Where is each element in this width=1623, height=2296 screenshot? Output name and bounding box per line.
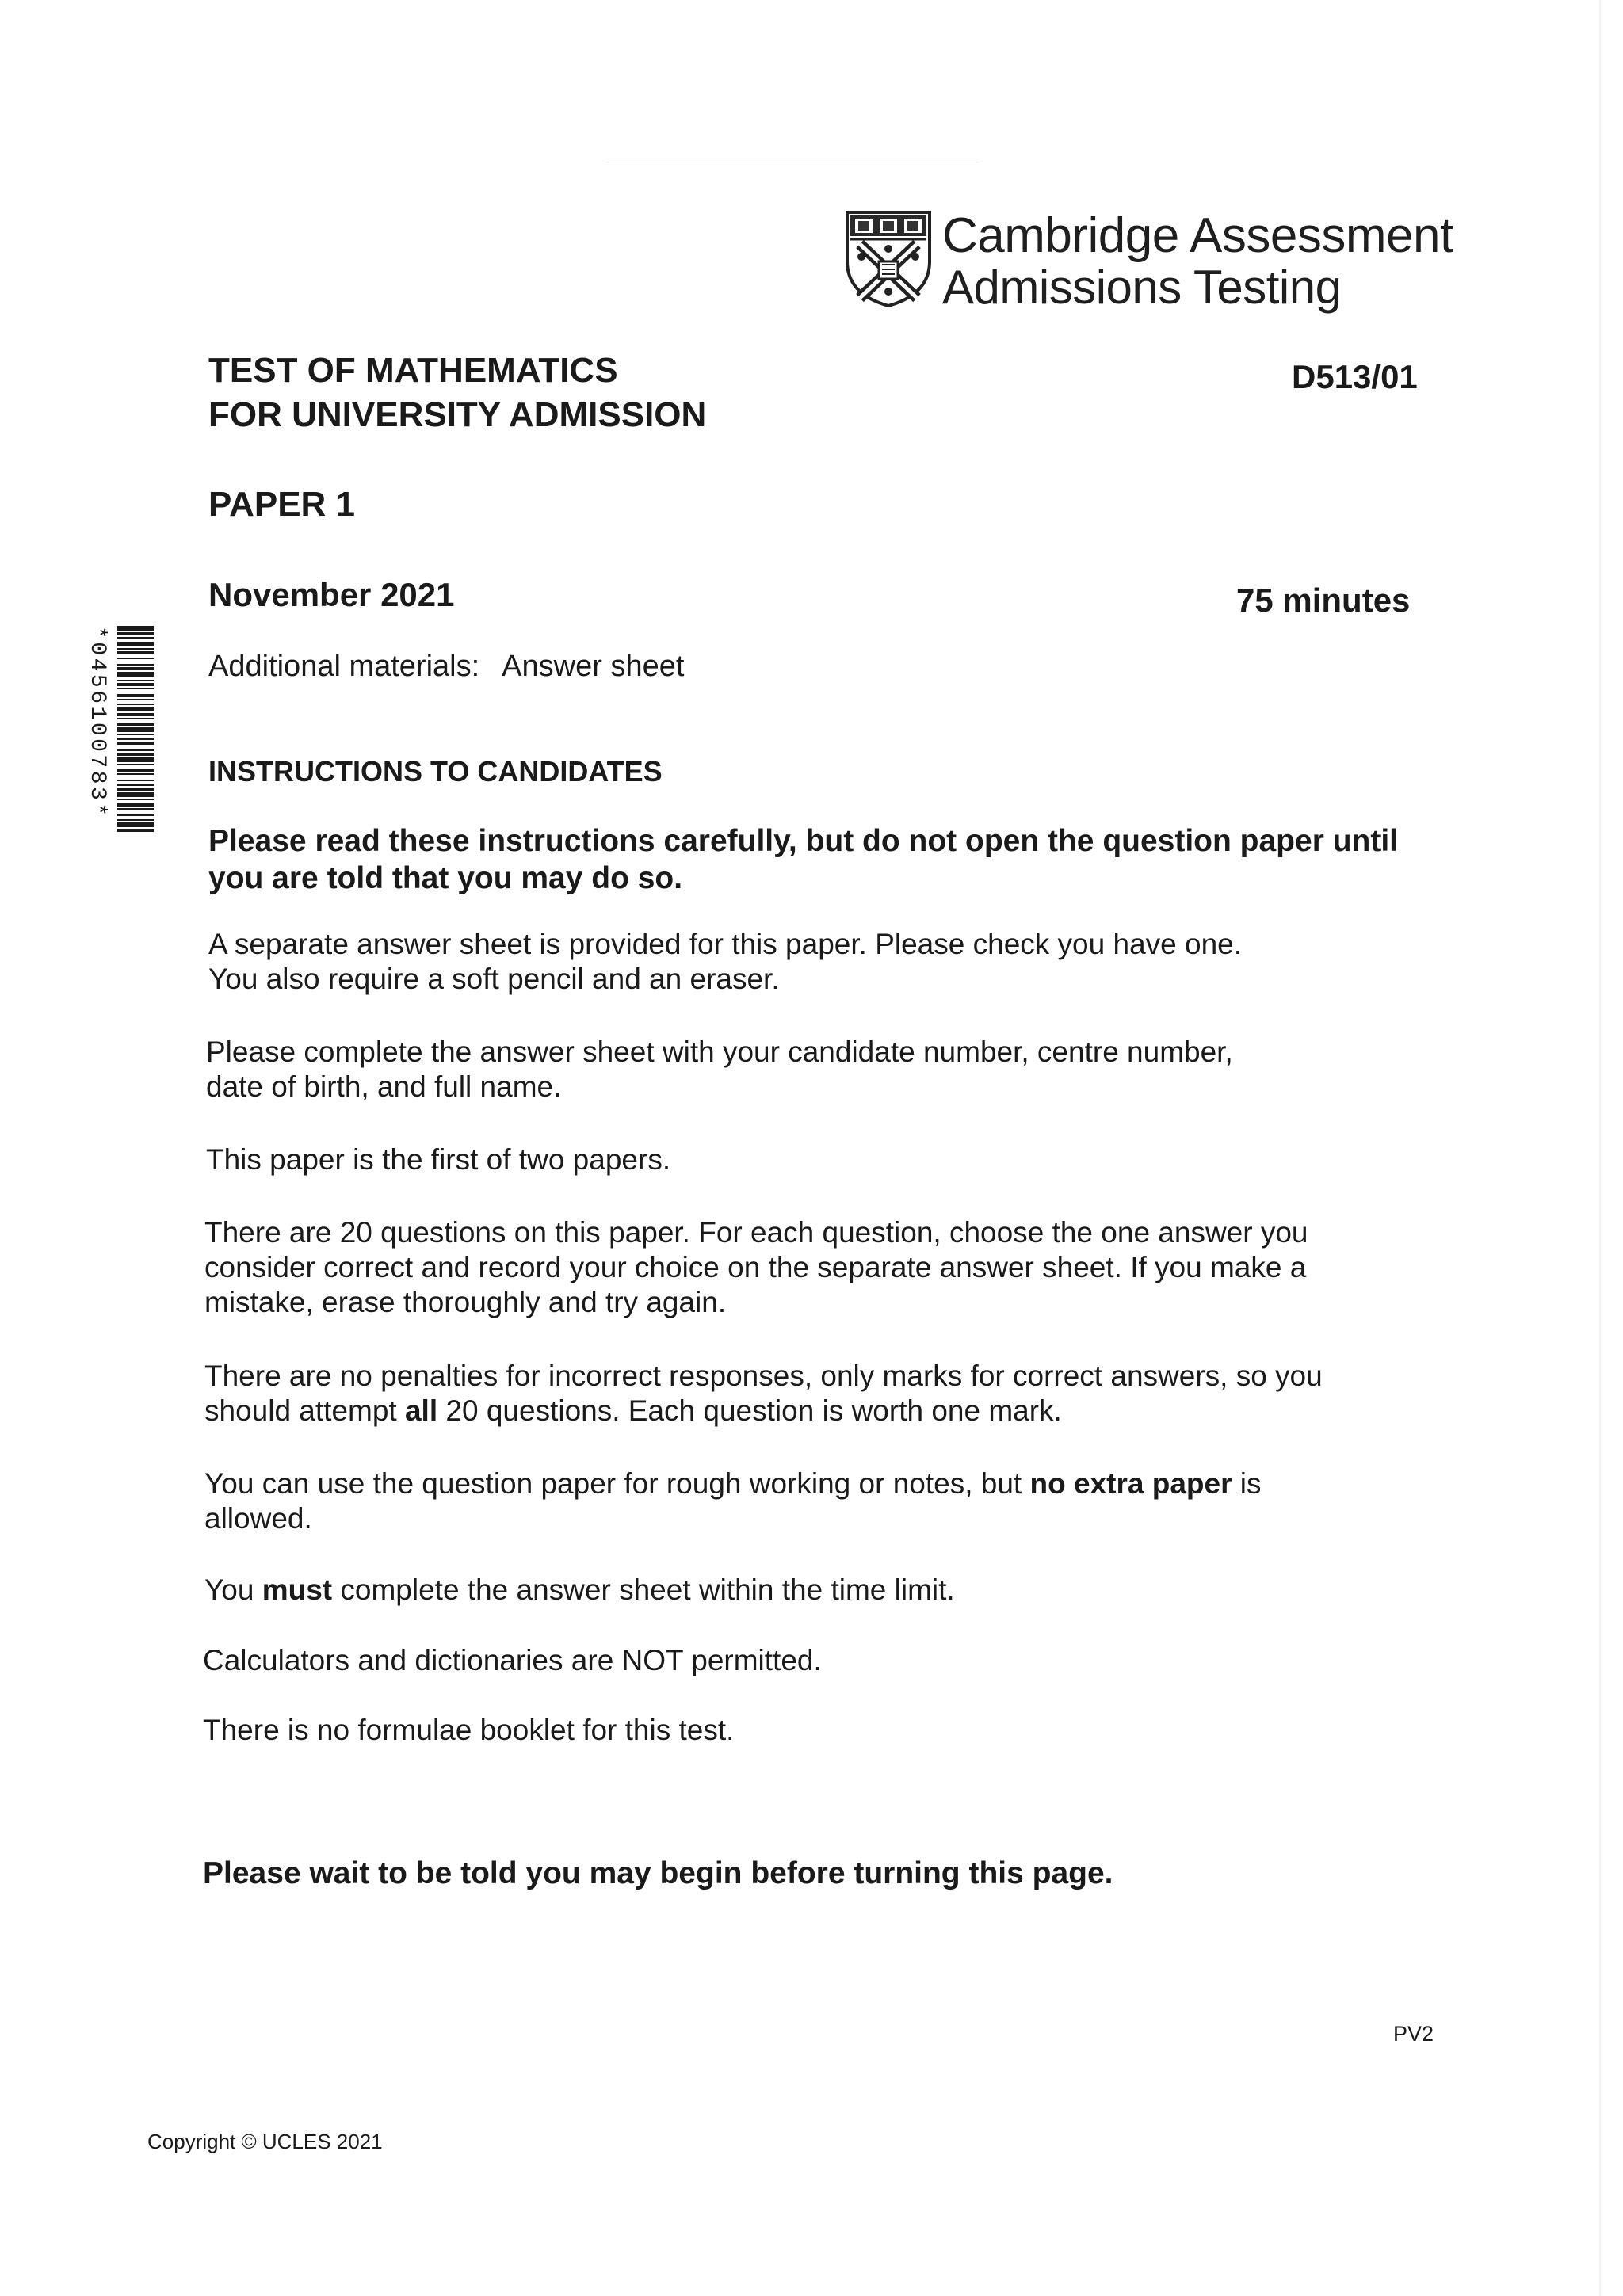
- additional-materials: [208, 650, 684, 684]
- instruction-complete-details: Please complete the answer sheet with your candidate number, centre number, date of birth, and full name.: [206, 1035, 1233, 1103]
- instruction-formulae: There is no formulae booklet for this test.: [203, 1714, 735, 1746]
- materials-value: Answer sheet: [502, 650, 685, 683]
- time-limit-text-c: complete the answer sheet within the time limit.: [332, 1573, 955, 1606]
- test-title-line2: FOR UNIVERSITY ADMISSION: [208, 395, 707, 434]
- page-version: PV2: [1393, 2022, 1434, 2046]
- penalties-text-c: 20 questions. Each question is worth one mark.: [437, 1394, 1062, 1427]
- logo-text-line1: Cambridge Assessment: [942, 208, 1453, 263]
- logo-text-line2: Admissions Testing: [942, 261, 1342, 314]
- barcode-text: *0456100783*: [85, 626, 109, 819]
- rough-work-text-a: You can use the question paper for rough working or notes, but: [204, 1467, 1030, 1500]
- scan-edge: [1599, 0, 1601, 2296]
- instruction-calculators: Calculators and dictionaries are NOT permitted.: [203, 1644, 822, 1676]
- instruction-answer-sheet: A separate answer sheet is provided for this paper. Please check you have one. You also require a soft pencil and an eraser.: [208, 928, 1243, 995]
- rough-work-text-c: is allowed.: [204, 1467, 1262, 1535]
- wait-notice: Please wait to be told you may begin before turning this page.: [203, 1856, 1113, 1890]
- instructions-lead: [208, 822, 1445, 897]
- time-limit-text-bold: must: [262, 1573, 333, 1606]
- lead-line1: Please read these instructions carefully, but do not open the question paper until: [208, 824, 1399, 858]
- instruction-question-count: There are 20 questions on this paper. For each question, choose the one answer you consider correct and record your choice on the separate answer sheet. If you make a mistake, erase thoroughly and try again.: [204, 1216, 1308, 1318]
- lead-line2: you are told that you may do so.: [208, 861, 683, 895]
- barcode: [70, 626, 157, 927]
- instruction-rough-work: [204, 1466, 1441, 1536]
- instruction-first-paper: This paper is the first of two papers.: [206, 1143, 671, 1176]
- exam-duration: 75 minutes: [1236, 582, 1411, 619]
- exam-date: November 2021: [208, 576, 455, 613]
- paper-code: D513/01: [1292, 358, 1418, 395]
- instructions-heading: INSTRUCTIONS TO CANDIDATES: [208, 755, 663, 788]
- materials-label: Additional materials:: [208, 650, 480, 683]
- university-crest-icon: [844, 209, 933, 307]
- time-limit-text-a: You: [204, 1573, 262, 1606]
- test-title: [208, 349, 706, 437]
- test-title-line1: TEST OF MATHEMATICS: [208, 351, 618, 390]
- paper-number: PAPER 1: [208, 485, 356, 524]
- instruction-time-limit: [204, 1573, 1441, 1608]
- penalties-text-a: There are no penalties for incorrect responses, only marks for correct answers, so you should attempt: [204, 1360, 1323, 1427]
- instruction-penalties: [204, 1359, 1441, 1428]
- penalties-text-bold: all: [404, 1394, 438, 1427]
- cambridge-logo: [844, 208, 1453, 318]
- copyright: Copyright © UCLES 2021: [147, 2130, 383, 2153]
- rough-work-text-bold: no extra paper: [1029, 1467, 1232, 1500]
